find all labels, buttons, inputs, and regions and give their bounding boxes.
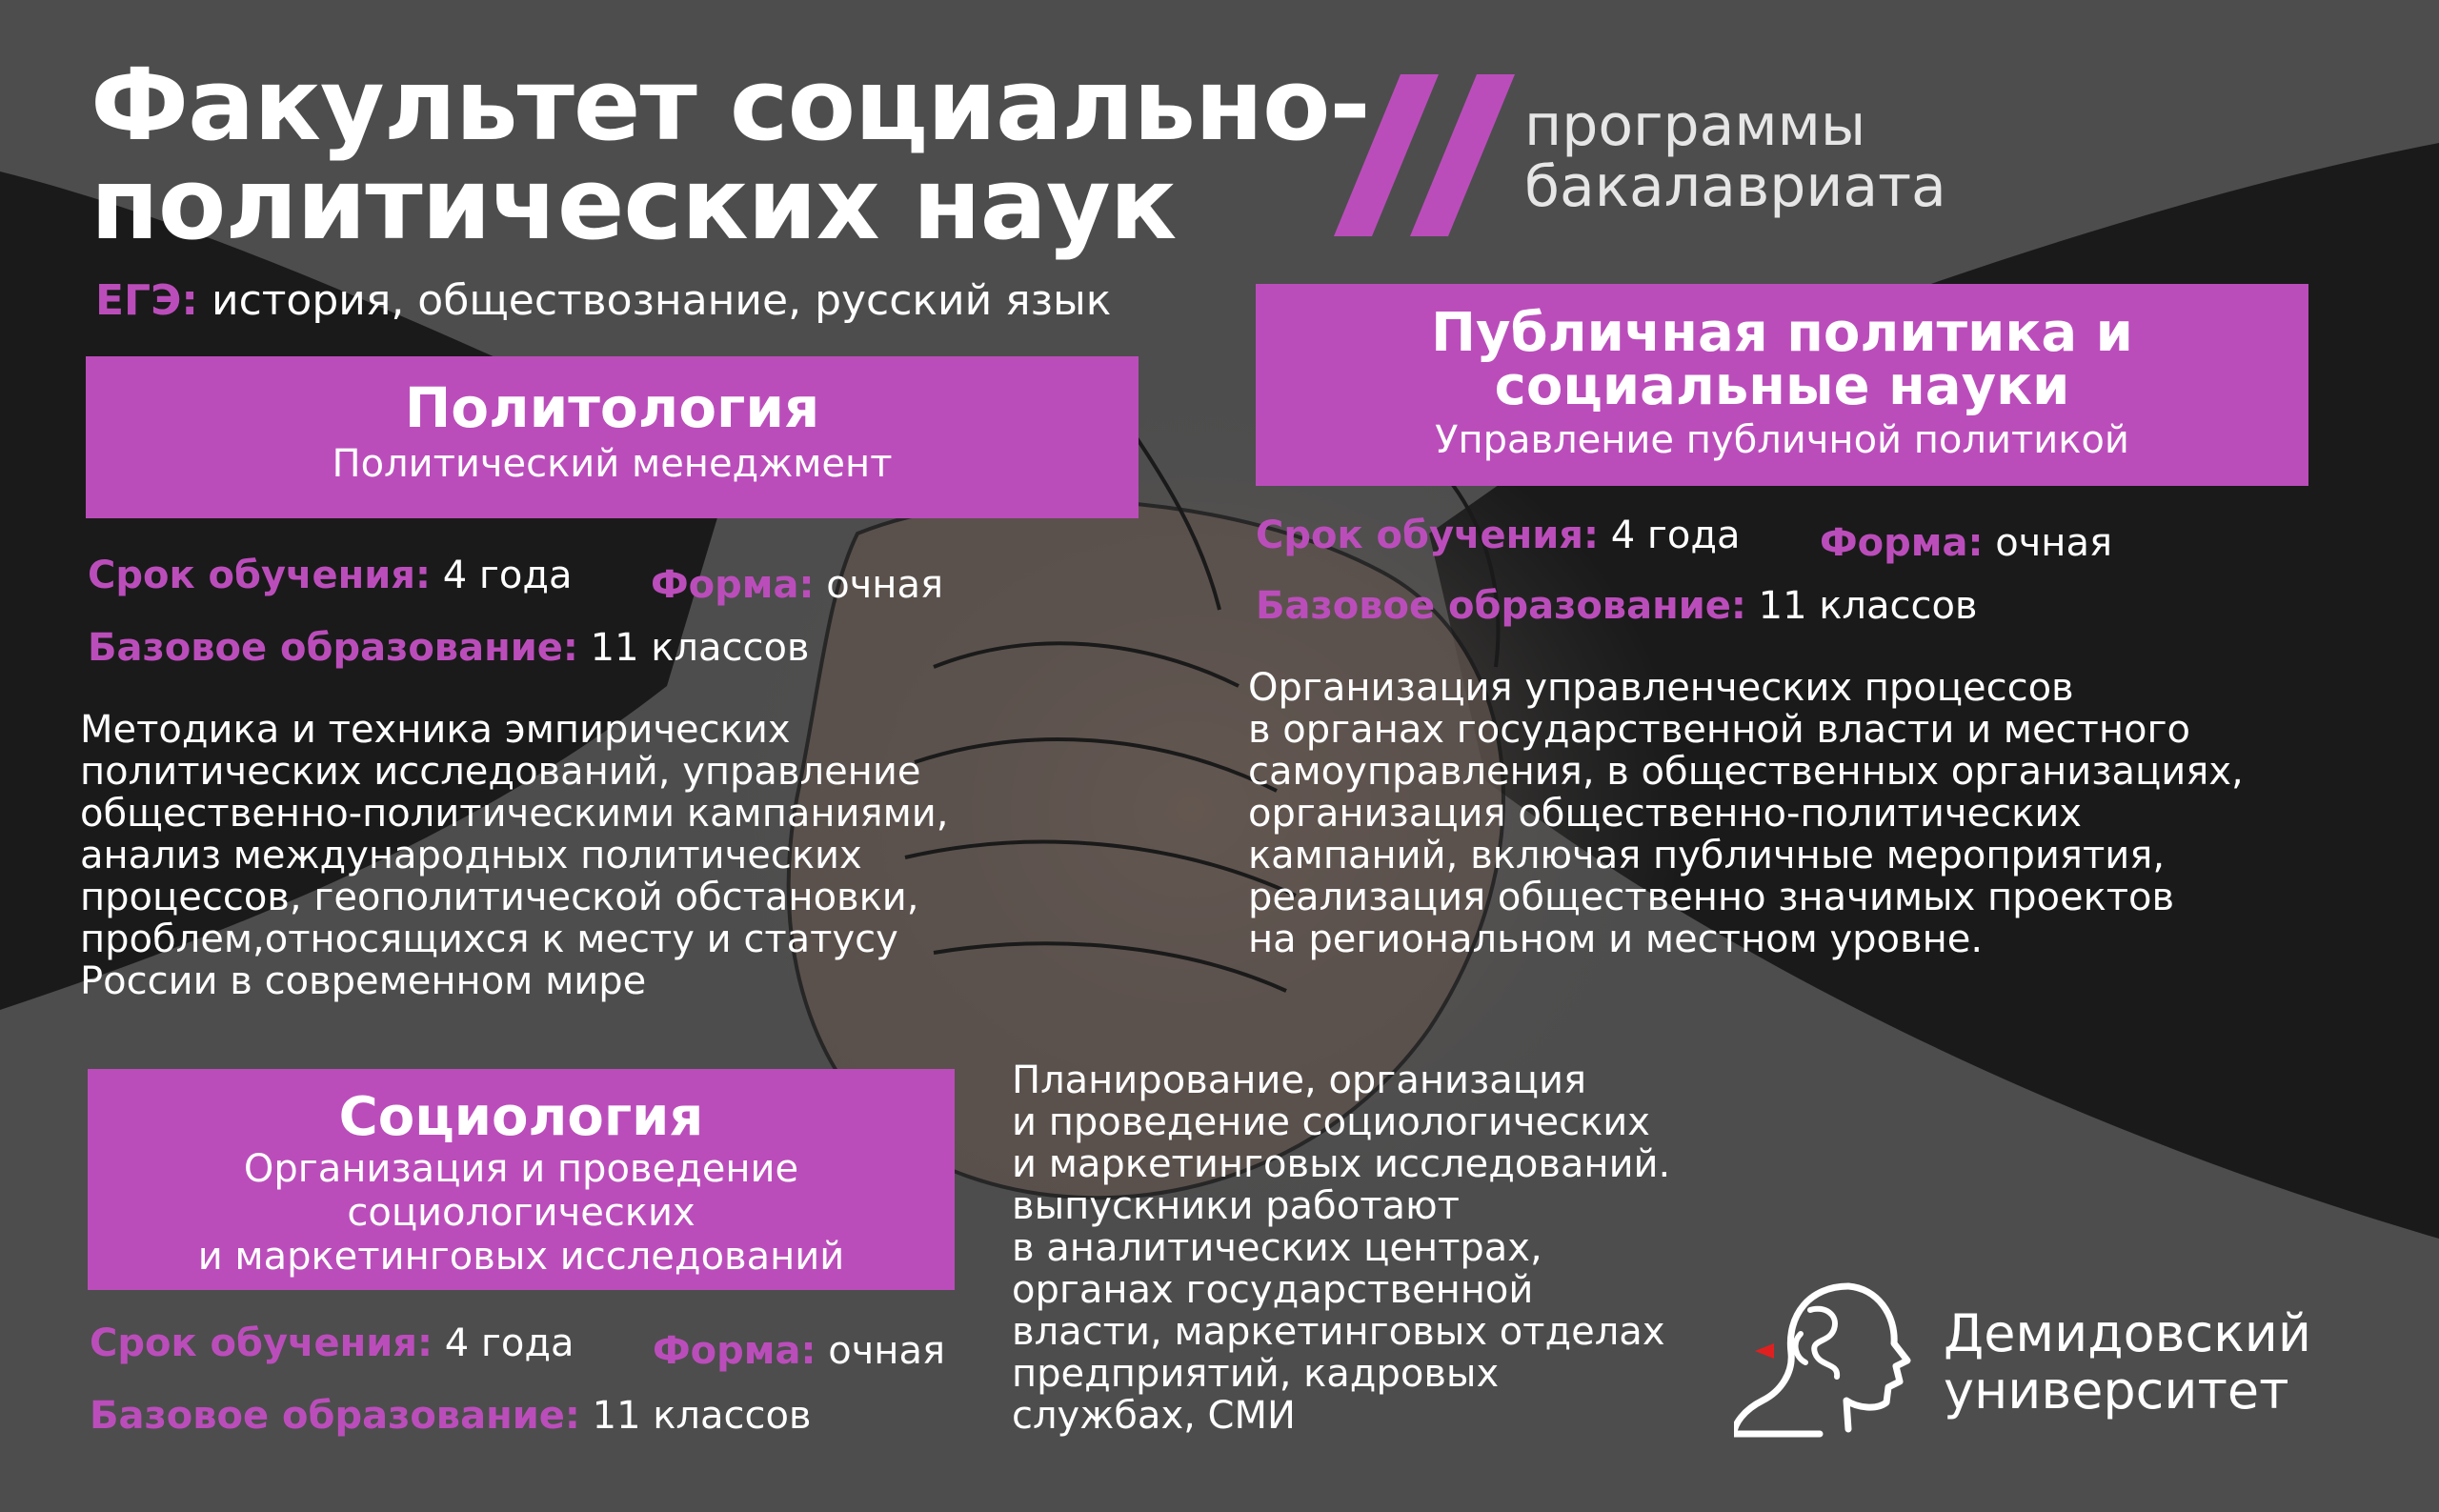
- university-name: [1944, 1305, 2311, 1420]
- program-profile: Управление публичной политикой: [1435, 418, 2129, 462]
- ege-label: ЕГЭ:: [95, 276, 198, 325]
- program-profile-line-3: и маркетинговых исследований: [197, 1235, 845, 1279]
- program-description: Планирование, организация и проведение социологических и маркетинговых исследований. выпускники работают в аналитических центрах, органах государственной власти, маркетинговых отделах предприятий, кадровых службах, СМИ: [1012, 1058, 1671, 1438]
- ege-requirements: [95, 276, 1111, 326]
- program-name-line-2: социальные науки: [1494, 355, 2070, 417]
- ege-value: история, обществознание, русский язык: [211, 276, 1112, 325]
- program-box-sociology: [88, 1069, 955, 1290]
- program-name-line-1: Публичная политика и: [1431, 302, 2133, 364]
- program-form: Форма: очная: [1820, 521, 2113, 565]
- program-profile: Политический менеджмент: [332, 442, 893, 486]
- program-box-public-policy: [1256, 284, 2308, 486]
- program-base-education: Базовое образование: 11 классов: [90, 1394, 812, 1438]
- program-name: Социология: [338, 1086, 704, 1148]
- program-profile-line-1: Организация и проведение: [243, 1147, 799, 1191]
- program-base-education: Базовое образование: 11 классов: [88, 626, 810, 670]
- title-line-1: Факультет социально-: [91, 47, 1370, 163]
- program-description: Организация управленческих процессов в органах государственной власти и местного самоуправления, в общественных организациях, организация общественно-политических кампаний, включая публичные мероприятия, реализация общественно значимых проектов на региональном и местном уровне.: [1248, 666, 2244, 961]
- program-duration: Срок обучения: 4 года: [90, 1321, 574, 1365]
- subtitle-line-2: бакалавриата: [1524, 153, 1946, 220]
- university-name-line-1: Демидовский: [1944, 1303, 2311, 1363]
- program-profile-line-2: социологических: [347, 1191, 695, 1235]
- university-name-line-2: университет: [1944, 1361, 2289, 1421]
- program-description: Методика и техника эмпирических политических исследований, управление общественно-политическими кампаниями, анализ международных политических процессов, геополитической обстановки, проблем,относящихся к месту и статусу России в современном мире: [80, 708, 949, 1003]
- program-duration: Срок обучения: 4 года: [1256, 514, 1741, 557]
- title-line-2: политических наук: [91, 146, 1177, 262]
- demidov-portrait-logo-icon: [1734, 1277, 1925, 1439]
- program-form: Форма: очная: [653, 1329, 946, 1373]
- double-slash-icon: [1334, 74, 1524, 246]
- page-title: [91, 47, 1370, 262]
- page-subtitle: [1524, 92, 1946, 220]
- program-duration: Срок обучения: 4 года: [88, 554, 573, 597]
- program-box-politology: [86, 356, 1139, 518]
- program-name: Политология: [404, 375, 820, 440]
- program-base-education: Базовое образование: 11 классов: [1256, 584, 1978, 628]
- subtitle-line-1: программы: [1524, 92, 1866, 159]
- program-form: Форма: очная: [651, 563, 944, 607]
